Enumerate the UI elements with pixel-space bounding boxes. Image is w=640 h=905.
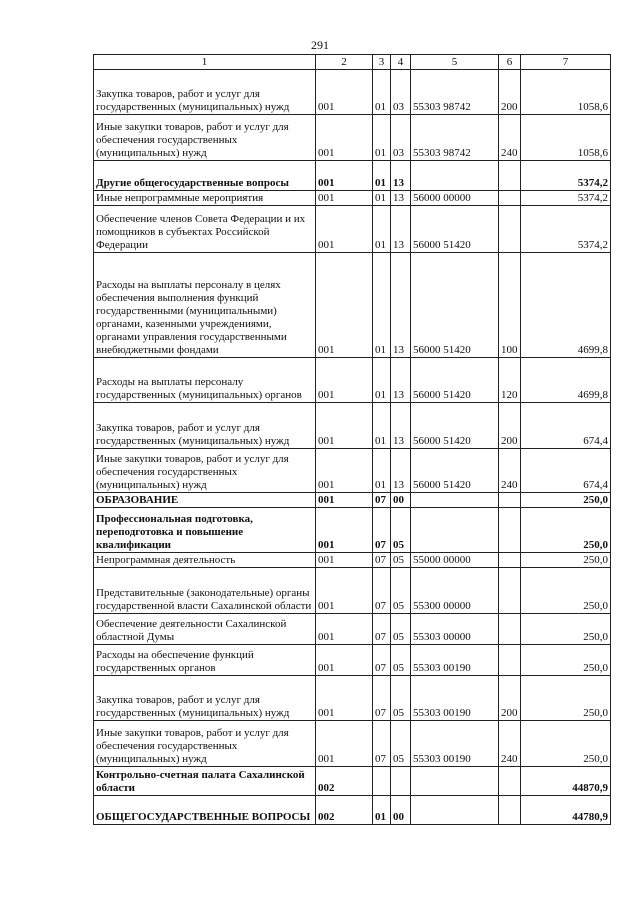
- row-subsection-code: 13: [391, 191, 411, 206]
- row-admin-code: 001: [316, 645, 373, 676]
- row-expense-type: 240: [499, 115, 521, 161]
- row-subsection-code: 13: [391, 253, 411, 358]
- table-row: [94, 614, 611, 645]
- row-expense-type: [499, 796, 521, 825]
- table-row: [94, 568, 611, 614]
- row-expense-type: 200: [499, 676, 521, 721]
- table-row: [94, 645, 611, 676]
- row-target-code: 55303 00190: [411, 645, 499, 676]
- row-section-code: 07: [373, 553, 391, 568]
- row-subsection-code: 00: [391, 493, 411, 508]
- row-expense-type: [499, 645, 521, 676]
- header-col-4: 4: [391, 55, 411, 70]
- table-row: [94, 253, 611, 358]
- table-row: [94, 70, 611, 115]
- row-target-code: 56000 51420: [411, 253, 499, 358]
- row-expense-type: [499, 161, 521, 191]
- row-admin-code: 001: [316, 358, 373, 403]
- row-admin-code: 001: [316, 493, 373, 508]
- header-row: [94, 55, 611, 70]
- row-section-code: [373, 767, 391, 796]
- row-section-code: 07: [373, 493, 391, 508]
- row-admin-code: 001: [316, 676, 373, 721]
- row-expense-type: 200: [499, 403, 521, 449]
- table-row: [94, 676, 611, 721]
- row-amount: 5374,2: [521, 206, 611, 253]
- row-subsection-code: [391, 767, 411, 796]
- table-row: [94, 449, 611, 493]
- row-name: Другие общегосударственные вопросы: [94, 161, 316, 191]
- row-expense-type: [499, 568, 521, 614]
- row-amount: 4699,8: [521, 253, 611, 358]
- row-amount: 250,0: [521, 493, 611, 508]
- row-target-code: 56000 51420: [411, 403, 499, 449]
- row-name: Закупка товаров, работ и услуг для государственных (муниципальных) нужд: [94, 676, 316, 721]
- row-admin-code: 001: [316, 553, 373, 568]
- row-amount: 1058,6: [521, 70, 611, 115]
- row-admin-code: 001: [316, 161, 373, 191]
- row-section-code: 07: [373, 508, 391, 553]
- header-col-3: 3: [373, 55, 391, 70]
- row-subsection-code: 05: [391, 645, 411, 676]
- row-name: Иные закупки товаров, работ и услуг для обеспечения государственных (муниципальных) нужд: [94, 721, 316, 767]
- row-admin-code: 001: [316, 253, 373, 358]
- table-row: [94, 553, 611, 568]
- row-section-code: 01: [373, 70, 391, 115]
- row-section-code: 01: [373, 449, 391, 493]
- row-subsection-code: 05: [391, 568, 411, 614]
- table-row: [94, 796, 611, 825]
- row-target-code: 56000 00000: [411, 191, 499, 206]
- header-col-2: 2: [316, 55, 373, 70]
- row-admin-code: 001: [316, 568, 373, 614]
- row-target-code: 56000 51420: [411, 358, 499, 403]
- row-subsection-code: 13: [391, 161, 411, 191]
- row-admin-code: 002: [316, 796, 373, 825]
- row-amount: 250,0: [521, 568, 611, 614]
- row-expense-type: 240: [499, 449, 521, 493]
- table-row: [94, 508, 611, 553]
- row-admin-code: 001: [316, 70, 373, 115]
- row-target-code: 55000 00000: [411, 553, 499, 568]
- row-section-code: 07: [373, 645, 391, 676]
- row-subsection-code: 05: [391, 676, 411, 721]
- table-row: [94, 115, 611, 161]
- row-amount: 44780,9: [521, 796, 611, 825]
- row-target-code: [411, 508, 499, 553]
- row-target-code: [411, 161, 499, 191]
- row-section-code: 07: [373, 614, 391, 645]
- table-row: [94, 403, 611, 449]
- row-expense-type: [499, 767, 521, 796]
- row-subsection-code: 03: [391, 115, 411, 161]
- row-name: Расходы на выплаты персоналу государственных (муниципальных) органов: [94, 358, 316, 403]
- table-row: [94, 767, 611, 796]
- row-name: ОБЩЕГОСУДАРСТВЕННЫЕ ВОПРОСЫ: [94, 796, 316, 825]
- row-section-code: 07: [373, 676, 391, 721]
- row-subsection-code: 05: [391, 721, 411, 767]
- row-target-code: 55303 00000: [411, 614, 499, 645]
- row-target-code: 55303 98742: [411, 115, 499, 161]
- page-number: 291: [311, 38, 329, 52]
- row-admin-code: 001: [316, 191, 373, 206]
- row-section-code: 01: [373, 358, 391, 403]
- row-section-code: 01: [373, 161, 391, 191]
- row-section-code: 01: [373, 206, 391, 253]
- row-section-code: 01: [373, 253, 391, 358]
- row-admin-code: 001: [316, 508, 373, 553]
- row-amount: 5374,2: [521, 191, 611, 206]
- row-expense-type: 240: [499, 721, 521, 767]
- row-subsection-code: 13: [391, 403, 411, 449]
- row-name: Непрограммная деятельность: [94, 553, 316, 568]
- row-admin-code: 001: [316, 403, 373, 449]
- row-amount: 250,0: [521, 614, 611, 645]
- row-amount: 1058,6: [521, 115, 611, 161]
- row-expense-type: [499, 614, 521, 645]
- row-name: Представительные (законодательные) органы государственной власти Сахалинской области: [94, 568, 316, 614]
- row-amount: 250,0: [521, 553, 611, 568]
- row-name: Иные закупки товаров, работ и услуг для обеспечения государственных (муниципальных) нужд: [94, 115, 316, 161]
- row-subsection-code: 00: [391, 796, 411, 825]
- row-amount: 250,0: [521, 645, 611, 676]
- row-name: Закупка товаров, работ и услуг для государственных (муниципальных) нужд: [94, 403, 316, 449]
- row-subsection-code: 05: [391, 553, 411, 568]
- row-subsection-code: 05: [391, 508, 411, 553]
- row-name: Обеспечение деятельности Сахалинской областной Думы: [94, 614, 316, 645]
- budget-table: [93, 54, 611, 825]
- row-section-code: 01: [373, 115, 391, 161]
- row-target-code: [411, 767, 499, 796]
- row-target-code: 55303 00190: [411, 676, 499, 721]
- row-section-code: 07: [373, 721, 391, 767]
- header-col-6: 6: [499, 55, 521, 70]
- row-amount: 5374,2: [521, 161, 611, 191]
- row-target-code: [411, 493, 499, 508]
- row-subsection-code: 13: [391, 206, 411, 253]
- row-target-code: 56000 51420: [411, 449, 499, 493]
- row-admin-code: 001: [316, 449, 373, 493]
- row-subsection-code: 03: [391, 70, 411, 115]
- row-subsection-code: 13: [391, 358, 411, 403]
- row-subsection-code: 13: [391, 449, 411, 493]
- row-name: Расходы на обеспечение функций государственных органов: [94, 645, 316, 676]
- row-name: Расходы на выплаты персоналу в целях обеспечения выполнения функций государственными (муниципальными) органами, казенными учреждениями, органами управления государственными внебюджетными фондами: [94, 253, 316, 358]
- table-row: [94, 206, 611, 253]
- row-target-code: 55300 00000: [411, 568, 499, 614]
- row-expense-type: 120: [499, 358, 521, 403]
- row-section-code: 01: [373, 796, 391, 825]
- row-expense-type: [499, 508, 521, 553]
- row-target-code: 55303 98742: [411, 70, 499, 115]
- row-amount: 44870,9: [521, 767, 611, 796]
- header-col-5: 5: [411, 55, 499, 70]
- table-row: [94, 721, 611, 767]
- table-row: [94, 358, 611, 403]
- row-name: ОБРАЗОВАНИЕ: [94, 493, 316, 508]
- row-expense-type: [499, 206, 521, 253]
- row-amount: 4699,8: [521, 358, 611, 403]
- row-name: Профессиональная подготовка, переподготовка и повышение квалификации: [94, 508, 316, 553]
- row-expense-type: 100: [499, 253, 521, 358]
- row-name: Иные непрограммные мероприятия: [94, 191, 316, 206]
- row-section-code: 01: [373, 191, 391, 206]
- row-admin-code: 001: [316, 206, 373, 253]
- row-expense-type: [499, 191, 521, 206]
- row-admin-code: 001: [316, 614, 373, 645]
- row-target-code: 55303 00190: [411, 721, 499, 767]
- table-row: [94, 493, 611, 508]
- row-name: Обеспечение членов Совета Федерации и их помощников в субъектах Российской Федерации: [94, 206, 316, 253]
- row-name: Закупка товаров, работ и услуг для государственных (муниципальных) нужд: [94, 70, 316, 115]
- header-col-1: 1: [94, 55, 316, 70]
- row-section-code: 01: [373, 403, 391, 449]
- row-amount: 250,0: [521, 676, 611, 721]
- row-name: Иные закупки товаров, работ и услуг для обеспечения государственных (муниципальных) нужд: [94, 449, 316, 493]
- header-col-7: 7: [521, 55, 611, 70]
- row-section-code: 07: [373, 568, 391, 614]
- row-expense-type: [499, 553, 521, 568]
- row-admin-code: 002: [316, 767, 373, 796]
- row-admin-code: 001: [316, 721, 373, 767]
- row-amount: 674,4: [521, 403, 611, 449]
- row-amount: 250,0: [521, 721, 611, 767]
- row-amount: 250,0: [521, 508, 611, 553]
- table-row: [94, 191, 611, 206]
- row-subsection-code: 05: [391, 614, 411, 645]
- row-expense-type: [499, 493, 521, 508]
- row-target-code: [411, 796, 499, 825]
- row-admin-code: 001: [316, 115, 373, 161]
- row-expense-type: 200: [499, 70, 521, 115]
- row-amount: 674,4: [521, 449, 611, 493]
- table-row: [94, 161, 611, 191]
- row-name: Контрольно-счетная палата Сахалинской области: [94, 767, 316, 796]
- row-target-code: 56000 51420: [411, 206, 499, 253]
